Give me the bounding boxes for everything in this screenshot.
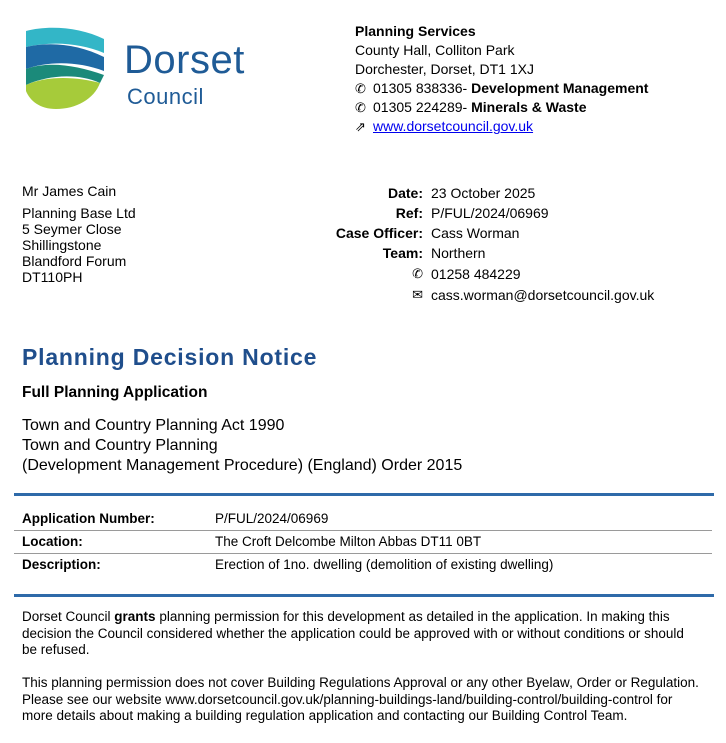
logo-subtext: Council (127, 84, 204, 109)
addressee-line: 5 Seymer Close (22, 221, 122, 237)
act-line: Town and Country Planning (22, 437, 218, 454)
row-divider (14, 553, 712, 554)
location-value: The Croft Delcombe Milton Abbas DT11 0BT (215, 534, 482, 549)
addressee-line: Shillingstone (22, 237, 102, 253)
phone-row: ✆ 01305 224289- Minerals & Waste (355, 99, 587, 115)
ref-value: P/FUL/2024/06969 (431, 205, 549, 221)
logo-wordmark: Dorset (124, 38, 245, 82)
contact-block (355, 22, 648, 136)
phone-icon: ✆ (355, 81, 366, 96)
phone-row: ✆ 01305 838336- Development Management (355, 80, 649, 96)
dorset-council-logo-icon (18, 25, 106, 109)
application-details (22, 507, 553, 576)
legislation-block (22, 416, 462, 476)
act-line: (Development Management Procedure) (England) Order 2015 (22, 457, 463, 474)
team-value: Northern (431, 245, 486, 261)
divider (14, 493, 714, 496)
application-number-value: P/FUL/2024/06969 (215, 511, 329, 526)
building-regs-paragraph: This planning permission does not cover Building Regulations Approval or any other Byelaw, Order or Regulation. Please see our website www.dorsetcouncil.gov.uk/planning-buildings-land/building-control/building-control for more details about making a building regulation application and contacting our Building Control Team. (22, 675, 699, 723)
description-label: Description: (22, 557, 101, 572)
application-number-label: Application Number: (22, 511, 155, 526)
notice-subtitle: Full Planning Application (22, 384, 208, 401)
address-line: Dorchester, Dorset, DT1 1XJ (355, 61, 534, 77)
description-value: Erection of 1no. dwelling (demolition of existing dwelling) (215, 557, 554, 572)
date-label: Date: (387, 185, 423, 201)
date-value: 23 October 2025 (431, 185, 536, 201)
phone-icon: ✆ (355, 100, 366, 115)
officer-email: cass.worman@dorsetcouncil.gov.uk (431, 286, 655, 303)
addressee-line: DT110PH (22, 269, 83, 285)
envelope-icon: ✉ (412, 286, 423, 302)
case-officer-label: Case Officer: (335, 225, 423, 241)
location-label: Location: (22, 534, 83, 549)
addressee-block (22, 183, 136, 285)
notice-title: Planning Decision Notice (22, 344, 318, 370)
phone-icon: ✆ (412, 265, 423, 281)
team-label: Team: (382, 245, 423, 261)
department-title: Planning Services (355, 23, 476, 39)
addressee-line: Blandford Forum (22, 253, 127, 269)
officer-phone: 01258 484229 (431, 265, 521, 282)
letter-meta (305, 183, 654, 305)
row-divider (14, 530, 712, 531)
divider (14, 594, 714, 597)
case-officer-value: Cass Worman (431, 225, 520, 241)
addressee-name: Mr James Cain (22, 183, 117, 199)
ref-label: Ref: (395, 205, 423, 221)
address-line: County Hall, Colliton Park (355, 42, 515, 58)
act-line: Town and Country Planning Act 1990 (22, 417, 285, 434)
addressee-line: Planning Base Ltd (22, 205, 136, 221)
website-link[interactable]: www.dorsetcouncil.gov.uk (373, 118, 534, 134)
mouse-pointer-icon: ⇗ (355, 119, 366, 134)
decision-paragraph: Dorset Council grants planning permission for this development as detailed in the application. In making this decision the Council considered whether the application could be approved with or without conditions or should be refused. (22, 609, 684, 657)
website-row (355, 117, 648, 136)
